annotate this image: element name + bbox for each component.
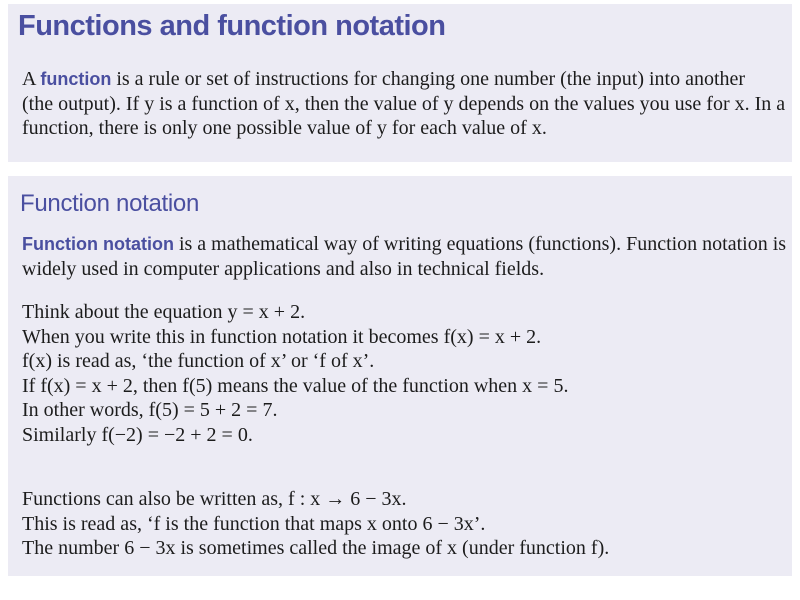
intro-line-1: A function is a rule or set of instructions for changing one number (the input) into another [22, 68, 746, 90]
keyword-function: function [40, 69, 112, 89]
mapping-line: This is read as, ‘f is the function that maps x onto 6 − 3x’. [22, 512, 486, 535]
mapping-paragraph [22, 487, 782, 561]
example-line: Think about the equation y = x + 2. [22, 301, 306, 323]
intro-paragraph [22, 67, 786, 141]
mapping-line: Functions can also be written as, f : x → 6 − 3x. [22, 488, 407, 510]
panel-divider [8, 162, 792, 176]
keyword-function-notation: Function notation [22, 234, 174, 254]
definition-line-2: widely used in computer applications and also in technical fields. [22, 257, 545, 280]
example-line: When you write this in function notation it becomes f(x) = x + 2. [22, 325, 542, 348]
intro-line-3: function, there is only one possible value of y for each value of x. [22, 117, 547, 139]
section-title: Function notation [20, 190, 200, 217]
page-title: Functions and function notation [18, 10, 446, 42]
definition-line-1: Function notation is a mathematical way of writing equations (functions). Function notation is [22, 233, 787, 255]
intro-line-2: (the output). If y is a function of x, then the value of y depends on the values you use for x. In a [22, 92, 786, 115]
example-line: Similarly f(−2) = −2 + 2 = 0. [22, 423, 253, 446]
example-line: f(x) is read as, ‘the function of x’ or ‘f of x’. [22, 350, 375, 372]
example-line: If f(x) = x + 2, then f(5) means the value of the function when x = 5. [22, 374, 569, 397]
definition-paragraph [22, 232, 787, 281]
mapping-line: The number 6 − 3x is sometimes called the image of x (under function f). [22, 537, 610, 559]
examples-paragraph [22, 300, 782, 447]
example-line: In other words, f(5) = 5 + 2 = 7. [22, 399, 278, 421]
